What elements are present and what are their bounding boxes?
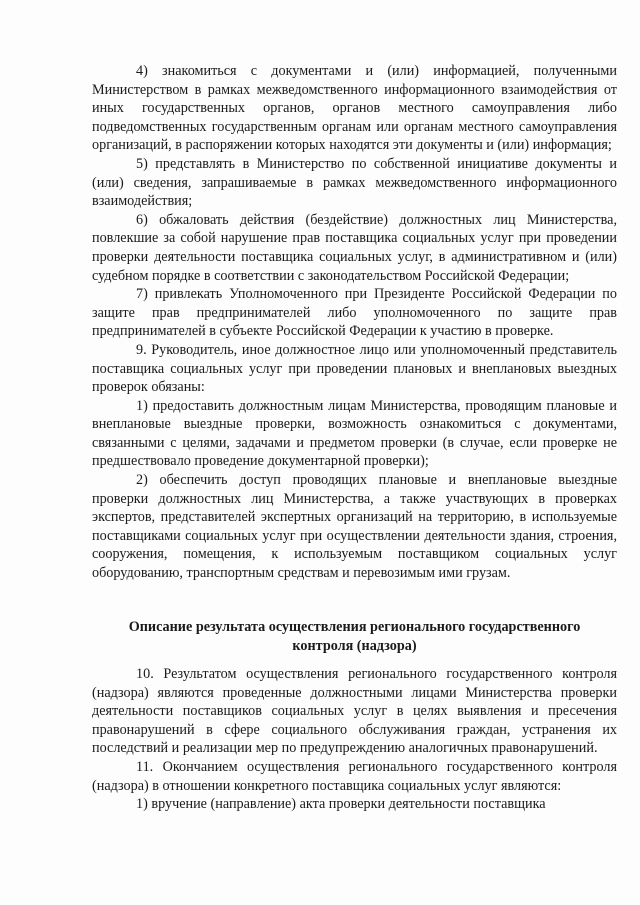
paragraph-duty-1: 1) предоставить должностным лицам Министерства, проводящим плановые и внеплановые выездные проверки, возможность ознакомиться с документами, связанными с целями, задачами и предметом проверки (в случае, если проверке не предшествовало проведение документарной проверки);: [92, 397, 617, 470]
paragraph-end-1: 1) вручение (направление) акта проверки деятельности поставщика: [136, 796, 546, 813]
paragraph-duty-2: 2) обеспечить доступ проводящих плановые и внеплановые выездные проверки должностных лиц Министерства, а также участвующих в проверках экспертов, представителей экспертных организаций на территорию, в используемые поставщиками социальных услуг при осуществлении деятельности здания, строения, сооружения, помещения, к используемым поставщиком социальных услуг оборудованию, транспортным средствам и перевозимым ими грузам.: [92, 472, 617, 582]
paragraph-right-5: 5) представлять в Министерство по собственной инициативе документы и (или) сведения, запрашиваемые в рамках межведомственного информационного взаимодействия;: [92, 155, 617, 210]
paragraph-clause-11: 11. Окончанием осуществления регионального государственного контроля (надзора) в отношении конкретного поставщика социальных услуг являются:: [92, 758, 617, 794]
document-body-top: [92, 62, 617, 583]
section-heading-line-1: Описание результата осуществления регионального государственного: [128, 619, 581, 635]
paragraph-right-4: 4) знакомиться с документами и (или) информацией, полученными Министерством в рамках межведомственного информационного взаимодействия от иных государственных органов, органов местного самоуправления либо подведомственных государственным органам или органам местного самоуправления организаций, в распоряжении которых находятся эти документы и (или) информация;: [92, 63, 617, 154]
paragraph-right-6: 6) обжаловать действия (бездействие) должностных лиц Министерства, повлекшие за собой нарушение прав поставщика социальных услуг при проведении проверки деятельности поставщика социальных услуг, в административном и (или) судебном порядке в соответствии с законодательством Российской Федерации;: [92, 211, 617, 284]
section-heading-line-2: контроля (надзора): [292, 637, 417, 654]
paragraph-right-7: 7) привлекать Уполномоченного при Президенте Российской Федерации по защите прав предпринимателей либо уполномоченного по защите прав предпринимателей в субъекте Российской Федерации к участию в проверке.: [92, 286, 617, 340]
paragraph-clause-10: 10. Результатом осуществления регионального государственного контроля (надзора) являются проведенные должностными лицами Министерства проверки деятельности поставщиков социальных услуг в целях выявления и пресечения правонарушений в сфере социального обслуживания граждан, устранения их последствий и реализации мер по предупреждению аналогичных правонарушений.: [92, 666, 617, 757]
document-body-bottom: [92, 665, 617, 814]
section-heading: [92, 618, 617, 655]
paragraph-clause-9: 9. Руководитель, иное должностное лицо или уполномоченный представитель поставщика социальных услуг при проведении плановых и внеплановых выездных проверок обязаны:: [92, 341, 617, 396]
